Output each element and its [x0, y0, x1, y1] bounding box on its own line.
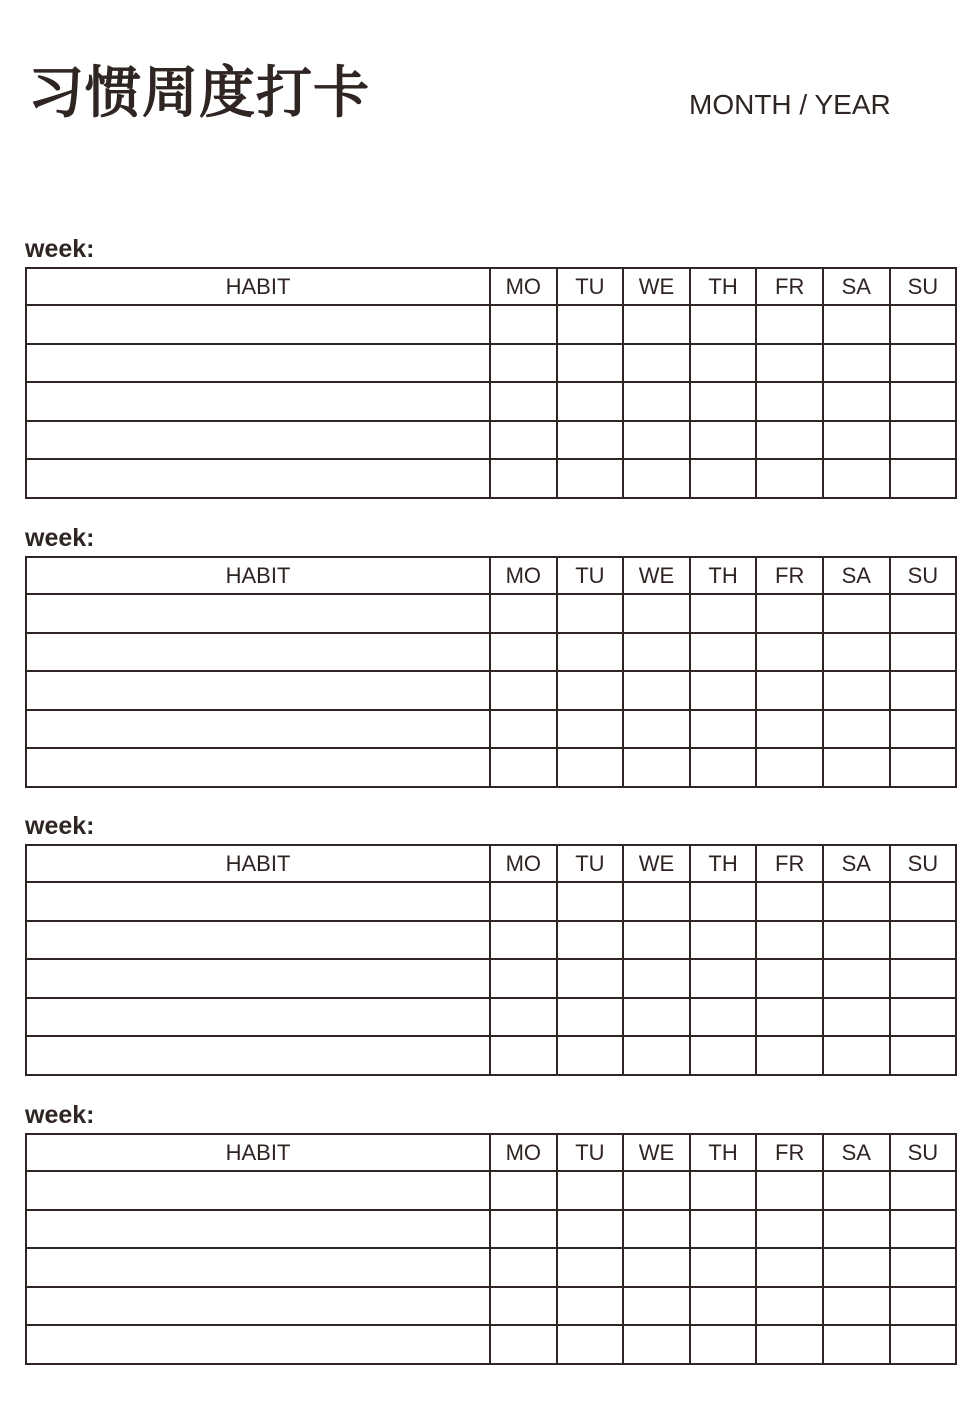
day-check-cell[interactable] [490, 459, 557, 498]
day-check-cell[interactable] [557, 959, 624, 998]
table-row [26, 1325, 956, 1364]
day-check-cell[interactable] [623, 1036, 690, 1075]
day-check-cell[interactable] [623, 921, 690, 960]
day-check-cell[interactable] [557, 1210, 624, 1249]
day-check-cell[interactable] [623, 882, 690, 921]
day-check-cell[interactable] [823, 633, 890, 672]
day-column-header: MO [490, 557, 557, 594]
day-check-cell[interactable] [890, 594, 957, 633]
day-column-header: WE [623, 1134, 690, 1171]
day-column-header: TH [690, 557, 757, 594]
day-check-cell[interactable] [557, 633, 624, 672]
day-check-cell[interactable] [690, 998, 757, 1037]
day-column-header: SA [823, 1134, 890, 1171]
table-row [26, 344, 956, 383]
day-check-cell[interactable] [557, 305, 624, 344]
habit-cell[interactable] [26, 921, 490, 960]
table-row [26, 882, 956, 921]
habit-cell[interactable] [26, 959, 490, 998]
day-check-cell[interactable] [756, 382, 823, 421]
day-check-cell[interactable] [623, 671, 690, 710]
day-check-cell[interactable] [623, 1171, 690, 1210]
day-check-cell[interactable] [756, 305, 823, 344]
day-check-cell[interactable] [490, 1287, 557, 1326]
table-row [26, 998, 956, 1037]
day-check-cell[interactable] [490, 1171, 557, 1210]
day-check-cell[interactable] [823, 594, 890, 633]
habit-cell[interactable] [26, 710, 490, 749]
day-check-cell[interactable] [690, 344, 757, 383]
table-header-row [26, 845, 956, 882]
day-check-cell[interactable] [557, 459, 624, 498]
day-check-cell[interactable] [690, 1325, 757, 1364]
week-label[interactable]: week: [25, 1101, 95, 1129]
day-check-cell[interactable] [756, 1287, 823, 1326]
day-check-cell[interactable] [756, 998, 823, 1037]
habit-cell[interactable] [26, 1248, 490, 1287]
day-check-cell[interactable] [623, 459, 690, 498]
day-column-header: TU [557, 268, 624, 305]
habit-cell[interactable] [26, 594, 490, 633]
day-check-cell[interactable] [756, 1210, 823, 1249]
habit-column-header: HABIT [26, 1134, 490, 1171]
day-check-cell[interactable] [823, 1248, 890, 1287]
table-row [26, 671, 956, 710]
day-check-cell[interactable] [890, 1325, 957, 1364]
table-row [26, 1036, 956, 1075]
day-check-cell[interactable] [890, 882, 957, 921]
habit-cell[interactable] [26, 344, 490, 383]
day-check-cell[interactable] [623, 305, 690, 344]
day-column-header: WE [623, 845, 690, 882]
table-row [26, 1171, 956, 1210]
day-check-cell[interactable] [557, 421, 624, 460]
habit-cell[interactable] [26, 1287, 490, 1326]
table-header-row [26, 557, 956, 594]
habit-column-header: HABIT [26, 268, 490, 305]
day-check-cell[interactable] [890, 633, 957, 672]
day-check-cell[interactable] [557, 594, 624, 633]
table-row [26, 421, 956, 460]
day-check-cell[interactable] [557, 1287, 624, 1326]
day-check-cell[interactable] [490, 382, 557, 421]
day-check-cell[interactable] [557, 344, 624, 383]
day-check-cell[interactable] [823, 459, 890, 498]
week-label[interactable]: week: [25, 812, 95, 840]
day-check-cell[interactable] [890, 748, 957, 787]
day-column-header: TU [557, 1134, 624, 1171]
day-check-cell[interactable] [557, 998, 624, 1037]
day-check-cell[interactable] [756, 1248, 823, 1287]
table-header-row [26, 1134, 956, 1171]
day-check-cell[interactable] [690, 882, 757, 921]
day-check-cell[interactable] [490, 344, 557, 383]
habit-cell[interactable] [26, 998, 490, 1037]
habit-cell[interactable] [26, 459, 490, 498]
day-check-cell[interactable] [690, 671, 757, 710]
habit-cell[interactable] [26, 421, 490, 460]
day-check-cell[interactable] [756, 748, 823, 787]
day-check-cell[interactable] [690, 1171, 757, 1210]
day-check-cell[interactable] [557, 1171, 624, 1210]
week-label[interactable]: week: [25, 235, 95, 263]
day-check-cell[interactable] [890, 1210, 957, 1249]
day-check-cell[interactable] [557, 382, 624, 421]
day-check-cell[interactable] [823, 344, 890, 383]
habit-table [25, 556, 957, 788]
habit-cell[interactable] [26, 1325, 490, 1364]
day-column-header: SA [823, 557, 890, 594]
day-check-cell[interactable] [890, 305, 957, 344]
day-column-header: TH [690, 1134, 757, 1171]
table-row [26, 633, 956, 672]
day-column-header: FR [756, 557, 823, 594]
habit-table [25, 267, 957, 499]
day-check-cell[interactable] [623, 748, 690, 787]
day-check-cell[interactable] [623, 344, 690, 383]
table-row [26, 305, 956, 344]
table-row [26, 382, 956, 421]
day-check-cell[interactable] [690, 1287, 757, 1326]
day-check-cell[interactable] [557, 882, 624, 921]
day-check-cell[interactable] [490, 710, 557, 749]
day-check-cell[interactable] [490, 671, 557, 710]
table-row [26, 959, 956, 998]
day-check-cell[interactable] [890, 710, 957, 749]
day-check-cell[interactable] [490, 921, 557, 960]
day-check-cell[interactable] [490, 1248, 557, 1287]
habit-cell[interactable] [26, 382, 490, 421]
day-check-cell[interactable] [557, 1036, 624, 1075]
day-check-cell[interactable] [823, 882, 890, 921]
day-check-cell[interactable] [756, 959, 823, 998]
day-column-header: FR [756, 1134, 823, 1171]
week-label[interactable]: week: [25, 524, 95, 552]
day-check-cell[interactable] [890, 1287, 957, 1326]
table-row [26, 459, 956, 498]
habit-table [25, 1133, 957, 1365]
day-check-cell[interactable] [756, 1171, 823, 1210]
day-check-cell[interactable] [890, 344, 957, 383]
day-column-header: SU [890, 845, 957, 882]
day-check-cell[interactable] [557, 1248, 624, 1287]
day-check-cell[interactable] [490, 305, 557, 344]
day-check-cell[interactable] [823, 382, 890, 421]
day-check-cell[interactable] [756, 421, 823, 460]
day-check-cell[interactable] [823, 998, 890, 1037]
day-column-header: TH [690, 268, 757, 305]
day-column-header: SA [823, 845, 890, 882]
day-column-header: FR [756, 268, 823, 305]
habit-cell[interactable] [26, 1171, 490, 1210]
day-check-cell[interactable] [690, 459, 757, 498]
day-check-cell[interactable] [823, 671, 890, 710]
day-column-header: MO [490, 845, 557, 882]
table-row [26, 710, 956, 749]
day-column-header: MO [490, 268, 557, 305]
day-check-cell[interactable] [823, 748, 890, 787]
day-check-cell[interactable] [557, 921, 624, 960]
day-check-cell[interactable] [690, 421, 757, 460]
day-check-cell[interactable] [756, 710, 823, 749]
day-check-cell[interactable] [890, 1248, 957, 1287]
day-check-cell[interactable] [756, 1036, 823, 1075]
day-check-cell[interactable] [690, 1248, 757, 1287]
day-column-header: TU [557, 845, 624, 882]
day-check-cell[interactable] [623, 1248, 690, 1287]
habit-cell[interactable] [26, 671, 490, 710]
day-check-cell[interactable] [623, 710, 690, 749]
day-column-header: WE [623, 557, 690, 594]
day-check-cell[interactable] [490, 1210, 557, 1249]
table-row [26, 1210, 956, 1249]
day-check-cell[interactable] [823, 1210, 890, 1249]
day-check-cell[interactable] [823, 421, 890, 460]
day-check-cell[interactable] [690, 305, 757, 344]
day-check-cell[interactable] [490, 1325, 557, 1364]
day-check-cell[interactable] [490, 421, 557, 460]
day-check-cell[interactable] [490, 633, 557, 672]
day-check-cell[interactable] [690, 921, 757, 960]
day-check-cell[interactable] [690, 959, 757, 998]
day-check-cell[interactable] [890, 998, 957, 1037]
day-column-header: MO [490, 1134, 557, 1171]
day-column-header: SU [890, 557, 957, 594]
day-check-cell[interactable] [890, 1036, 957, 1075]
habit-cell[interactable] [26, 305, 490, 344]
habit-table [25, 844, 957, 1076]
day-check-cell[interactable] [690, 1036, 757, 1075]
day-check-cell[interactable] [690, 710, 757, 749]
page-title: 习惯周度打卡 [28, 61, 370, 126]
day-check-cell[interactable] [823, 1287, 890, 1326]
habit-cell[interactable] [26, 748, 490, 787]
table-row [26, 1248, 956, 1287]
day-check-cell[interactable] [890, 671, 957, 710]
month-year-label[interactable]: MONTH / YEAR [689, 89, 891, 120]
habit-column-header: HABIT [26, 557, 490, 594]
day-check-cell[interactable] [823, 305, 890, 344]
day-check-cell[interactable] [557, 748, 624, 787]
day-check-cell[interactable] [823, 1325, 890, 1364]
day-column-header: TH [690, 845, 757, 882]
day-check-cell[interactable] [623, 421, 690, 460]
day-check-cell[interactable] [557, 671, 624, 710]
day-check-cell[interactable] [690, 382, 757, 421]
day-column-header: WE [623, 268, 690, 305]
day-check-cell[interactable] [890, 1171, 957, 1210]
day-check-cell[interactable] [690, 633, 757, 672]
day-check-cell[interactable] [756, 882, 823, 921]
day-check-cell[interactable] [490, 748, 557, 787]
day-check-cell[interactable] [490, 998, 557, 1037]
day-check-cell[interactable] [756, 1325, 823, 1364]
table-row [26, 748, 956, 787]
day-column-header: SU [890, 268, 957, 305]
day-check-cell[interactable] [623, 1210, 690, 1249]
day-check-cell[interactable] [557, 710, 624, 749]
day-check-cell[interactable] [756, 633, 823, 672]
table-row [26, 921, 956, 960]
habit-column-header: HABIT [26, 845, 490, 882]
habit-cell[interactable] [26, 633, 490, 672]
habit-cell[interactable] [26, 1036, 490, 1075]
day-check-cell[interactable] [623, 1287, 690, 1326]
day-check-cell[interactable] [756, 459, 823, 498]
table-row [26, 594, 956, 633]
habit-cell[interactable] [26, 1210, 490, 1249]
day-check-cell[interactable] [623, 1325, 690, 1364]
day-check-cell[interactable] [490, 1036, 557, 1075]
day-check-cell[interactable] [623, 594, 690, 633]
day-check-cell[interactable] [823, 710, 890, 749]
day-check-cell[interactable] [490, 594, 557, 633]
day-check-cell[interactable] [890, 921, 957, 960]
day-check-cell[interactable] [756, 671, 823, 710]
day-column-header: SA [823, 268, 890, 305]
day-column-header: SU [890, 1134, 957, 1171]
day-check-cell[interactable] [557, 1325, 624, 1364]
day-check-cell[interactable] [623, 959, 690, 998]
day-check-cell[interactable] [756, 594, 823, 633]
day-check-cell[interactable] [890, 459, 957, 498]
day-check-cell[interactable] [756, 921, 823, 960]
day-check-cell[interactable] [623, 633, 690, 672]
day-check-cell[interactable] [690, 748, 757, 787]
day-check-cell[interactable] [890, 382, 957, 421]
day-check-cell[interactable] [823, 921, 890, 960]
day-check-cell[interactable] [890, 959, 957, 998]
day-check-cell[interactable] [623, 382, 690, 421]
table-header-row [26, 268, 956, 305]
day-check-cell[interactable] [823, 1171, 890, 1210]
day-check-cell[interactable] [490, 882, 557, 921]
day-check-cell[interactable] [823, 959, 890, 998]
day-check-cell[interactable] [623, 998, 690, 1037]
day-check-cell[interactable] [490, 959, 557, 998]
day-check-cell[interactable] [690, 594, 757, 633]
day-column-header: FR [756, 845, 823, 882]
day-column-header: TU [557, 557, 624, 594]
table-row [26, 1287, 956, 1326]
day-check-cell[interactable] [890, 421, 957, 460]
day-check-cell[interactable] [823, 1036, 890, 1075]
habit-cell[interactable] [26, 882, 490, 921]
day-check-cell[interactable] [756, 344, 823, 383]
day-check-cell[interactable] [690, 1210, 757, 1249]
